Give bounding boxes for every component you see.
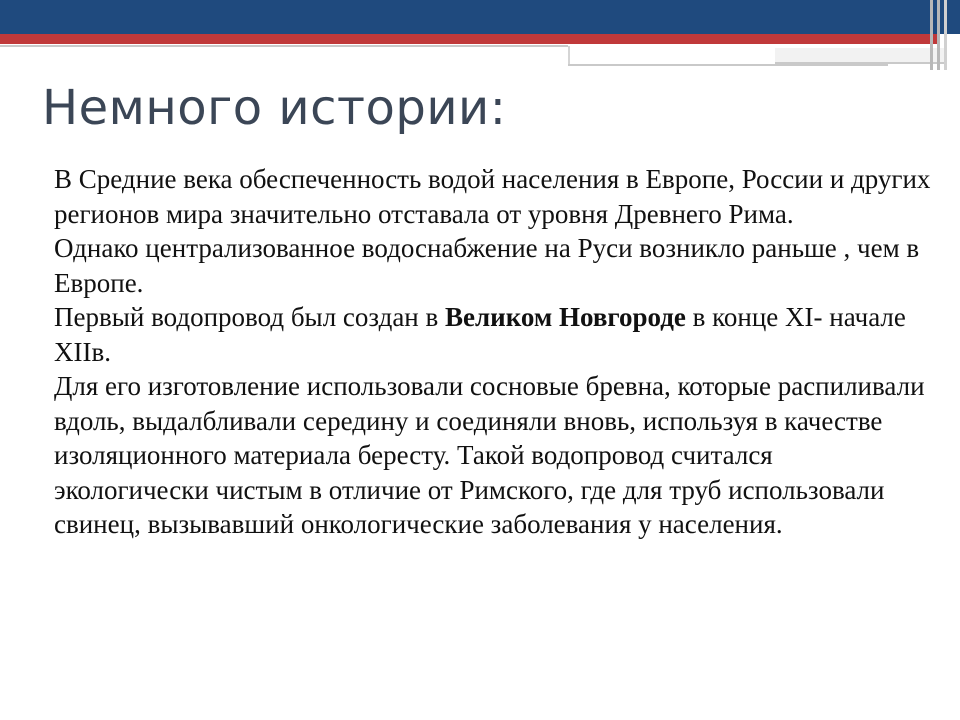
decorative-bar — [937, 0, 940, 70]
decorative-line — [568, 64, 888, 66]
paragraph-text: Первый водопровод был создан в — [54, 302, 445, 332]
decorative-bar — [944, 0, 947, 70]
decorative-line — [568, 46, 570, 66]
paragraph: Однако централизованное водоснабжение на Руси возникло раньше , чем в Европе. — [54, 233, 920, 298]
header-band — [0, 0, 960, 34]
highlighted-place-name: Великом Новгороде — [445, 302, 686, 332]
paragraph-text: в конце XI- начале XIIв. — [54, 302, 906, 367]
paragraph: Для его изготовление использовали сосновые бревна, которые распиливали вдоль, выдалбливали середину и соединяли вновь, используя в качестве изоляционного материала бересту. Такой водопровод считался экологически чистым в отличие от Римского, где для труб использовали свинец, вызывавший онкологические заболевания у населения. — [54, 371, 925, 539]
slide-body — [54, 162, 934, 542]
slide-title: Немного истории: — [42, 80, 507, 136]
paragraph: В Средние века обеспеченность водой населения в Европе, России и других регионов мира значительно отставала от уровня Древнего Рима. — [54, 164, 931, 229]
decorative-line — [775, 48, 945, 64]
decorative-bar — [930, 0, 933, 70]
paragraph — [54, 300, 934, 369]
decorative-line — [0, 45, 568, 47]
accent-stripe — [0, 34, 940, 44]
